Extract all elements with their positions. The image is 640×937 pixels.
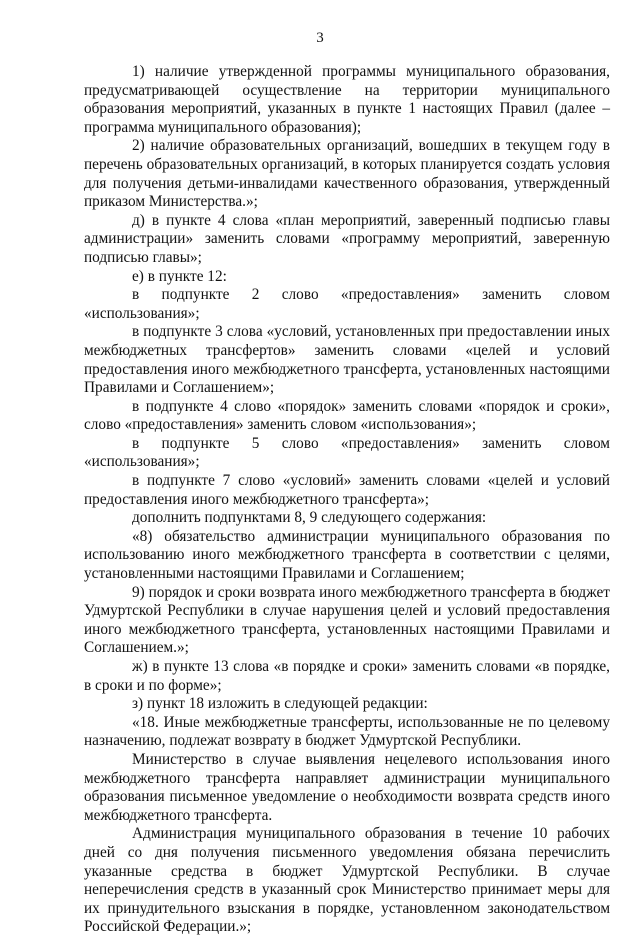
page-number: 3 — [316, 30, 324, 46]
paragraph-3: д) в пункте 4 слова «план мероприятий, заверенный подписью главы администрации» заменить словами «программу мероприятий, заверенную подписью главы»; — [84, 211, 610, 266]
paragraph-11: «8) обязательство администрации муниципального образования по использованию иного межбюджетного трансферта в соответствии с целями, установленными настоящими Правилами и Соглашением; — [84, 527, 610, 583]
paragraph-8: в подпункте 5 слово «предоставления» заменить словом «использования»; — [84, 434, 610, 471]
paragraph-2: 2) наличие образовательных организаций, вошедших в текущем году в перечень образовательных организаций, в которых планируется создать условия для получения детьми-инвалидами качественного образования, утвержденный приказом Министерства.»; — [84, 137, 610, 211]
paragraph-9: в подпункте 7 слово «условий» заменить словами «целей и условий предоставления иного межбюджетного трансферта»; — [84, 472, 610, 508]
paragraph-12: 9) порядок и сроки возврата иного межбюджетного трансферта в бюджет Удмуртской Республики в случае нарушения целей и условий предоставления иного межбюджетного трансферта, установленных настоящими Правилами и Соглашением.»; — [84, 583, 610, 657]
paragraph-16: Министерство в случае выявления нецелевого использования иного межбюджетного трансферта направляет администрации муниципального образования письменное уведомление о необходимости возврата средств иного межбюджетного трансферта. — [84, 750, 610, 824]
paragraph-13: ж) в пункте 13 слова «в порядке и сроки» заменить словами «в порядке, в сроки и по форме»; — [84, 658, 610, 694]
paragraph-10: дополнить подпунктами 8, 9 следующего содержания: — [132, 509, 487, 527]
paragraph-17: Администрация муниципального образования в течение 10 рабочих дней со дня получения письменного уведомления обязана перечислить указанные средства в бюджет Удмуртской Республики. В случае неперечисления средств в указанный срок Министерство принимает меры для их принудительного взыскания в порядке, установленном законодательством Российской Федерации.»; — [84, 825, 610, 936]
paragraph-4: е) в пункте 12: — [132, 267, 227, 285]
paragraph-15: «18. Иные межбюджетные трансферты, использованные не по целевому назначению, подлежат возврату в бюджет Удмуртской Республики. — [84, 713, 610, 750]
paragraph-5: в подпункте 2 слово «предоставления» заменить словом «использования»; — [84, 286, 610, 322]
paragraph-14: з) пункт 18 изложить в следующей редакции: — [132, 695, 428, 713]
paragraph-6: в подпункте 3 слова «условий, установленных при предоставлении иных межбюджетных трансфертов» заменить словами «целей и условий предоставления иного межбюджетного трансферта, установленных настоящими Правилами и Соглашением»; — [84, 323, 610, 397]
paragraph-1: 1) наличие утвержденной программы муниципального образования, предусматривающей осуществление на территории муниципального образования мероприятий, указанных в пункте 1 настоящих Правил (далее – программа муниципального образования); — [84, 63, 610, 136]
document-body — [84, 63, 610, 937]
paragraph-7: в подпункте 4 слово «порядок» заменить словами «порядок и сроки», слово «предоставления» заменить словом «использования»; — [84, 397, 610, 434]
